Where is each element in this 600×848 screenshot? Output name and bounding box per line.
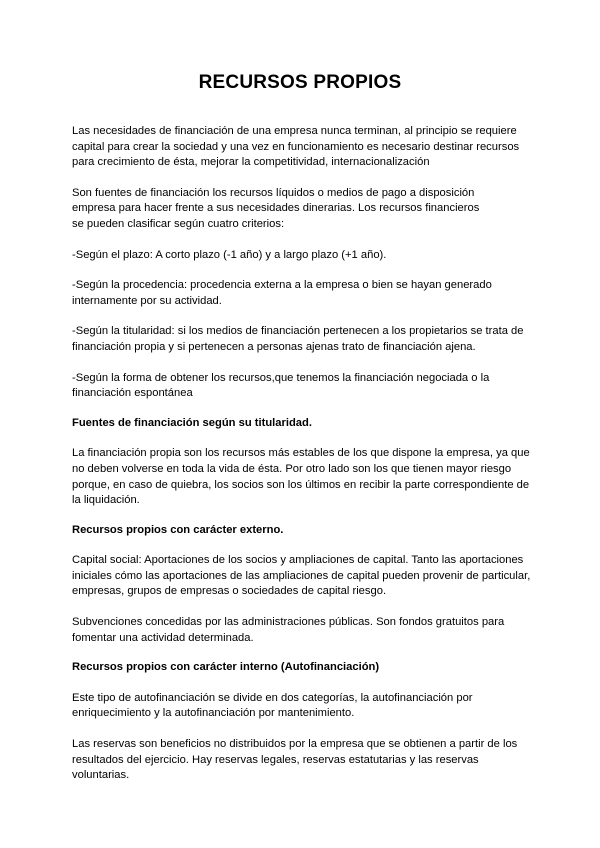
paragraph-line: capital para crear la sociedad y una vez en funcionamiento es necesario destinar recursos (72, 140, 520, 153)
block-spacer (72, 171, 532, 186)
paragraph-line: para crecimiento de ésta, mejorar la competitividad, internacionalización (72, 156, 430, 169)
block-spacer (72, 646, 532, 660)
block-spacer (72, 356, 532, 371)
paragraph-line: Son fuentes de financiación los recursos líquidos o medios de pago a disposición (72, 186, 475, 199)
paragraph-line: no deben volverse en toda la vida de ésta. Por otro lado son los que tienen mayor riesgo (72, 462, 512, 475)
paragraph-line: Este tipo de autofinanciación se divide en dos categorías, la autofinanciación por (72, 691, 473, 704)
paragraph (72, 324, 532, 355)
paragraph-line: -Según el plazo: A corto plazo (-1 año) y a largo plazo (+1 año). (72, 248, 387, 261)
paragraph-line: la liquidación. (72, 494, 140, 507)
paragraph (72, 371, 532, 402)
paragraph (72, 248, 532, 264)
block-spacer (72, 402, 532, 416)
block-spacer (72, 309, 532, 324)
block-spacer (72, 676, 532, 691)
block-spacer (72, 233, 532, 248)
block-spacer (72, 722, 532, 737)
paragraph-line: empresas, grupos de empresas o sociedades de capital riesgo. (72, 585, 387, 598)
paragraph (72, 278, 532, 309)
paragraph (72, 186, 532, 233)
paragraph-line: voluntarias. (72, 769, 130, 782)
paragraph (72, 553, 532, 600)
paragraph (72, 615, 532, 646)
paragraph-line: fomentar una actividad determinada. (72, 631, 254, 644)
paragraph-line: se pueden clasificar según cuatro criterios: (72, 217, 285, 230)
document-body (72, 124, 532, 784)
block-spacer (72, 600, 532, 615)
block-spacer (72, 431, 532, 446)
block-spacer (72, 509, 532, 523)
paragraph (72, 691, 532, 722)
section-heading: Fuentes de financiación según su titularidad. (72, 416, 312, 429)
paragraph-line: Las reservas son beneficios no distribuidos por la empresa que se obtienen a partir de los (72, 738, 518, 751)
paragraph-line: financiación espontánea (72, 387, 193, 400)
paragraph (72, 446, 532, 508)
paragraph-line: financiación propia y si pertenecen a personas ajenas trato de financiación ajena. (72, 340, 476, 353)
paragraph-line: porque, en caso de quiebra, los socios son los últimos en recibir la parte correspondiente de (72, 478, 530, 491)
block-spacer (72, 538, 532, 553)
paragraph-line: resultados del ejercicio. Hay reservas legales, reservas estatutarias y las reservas (72, 753, 479, 766)
paragraph-line: Capital social: Aportaciones de los socios y ampliaciones de capital. Tanto las aportaciones (72, 554, 524, 567)
paragraph (72, 737, 532, 784)
paragraph-line: internamente por su actividad. (72, 294, 222, 307)
section-heading: Recursos propios con carácter externo. (72, 523, 284, 536)
paragraph-line: -Según la titularidad: si los medios de financiación pertenecen a los propietarios se trata de (72, 325, 524, 338)
paragraph-line: iniciales cómo las aportaciones de las ampliaciones de capital pueden provenir de particular, (72, 569, 531, 582)
paragraph-line: La financiación propia son los recursos más estables de los que dispone la empresa, ya que (72, 447, 530, 460)
paragraph-line: Las necesidades de financiación de una empresa nunca terminan, al principio se requiere (72, 125, 517, 137)
paragraph-line: -Según la forma de obtener los recursos,que tenemos la financiación negociada o la (72, 371, 490, 384)
paragraph (72, 124, 532, 171)
paragraph-line: empresa para hacer frente a sus necesidades dinerarias. Los recursos financieros (72, 202, 480, 215)
page-title: RECURSOS PROPIOS (198, 72, 402, 93)
section-heading: Recursos propios con carácter interno (Autofinanciación) (72, 661, 380, 674)
paragraph-line: -Según la procedencia: procedencia externa a la empresa o bien se hayan generado (72, 279, 492, 292)
block-spacer (72, 263, 532, 278)
paragraph-line: enriquecimiento y la autofinanciación por mantenimiento. (72, 707, 355, 720)
paragraph-line: Subvenciones concedidas por las administraciones públicas. Son fondos gratuitos para (72, 616, 505, 629)
